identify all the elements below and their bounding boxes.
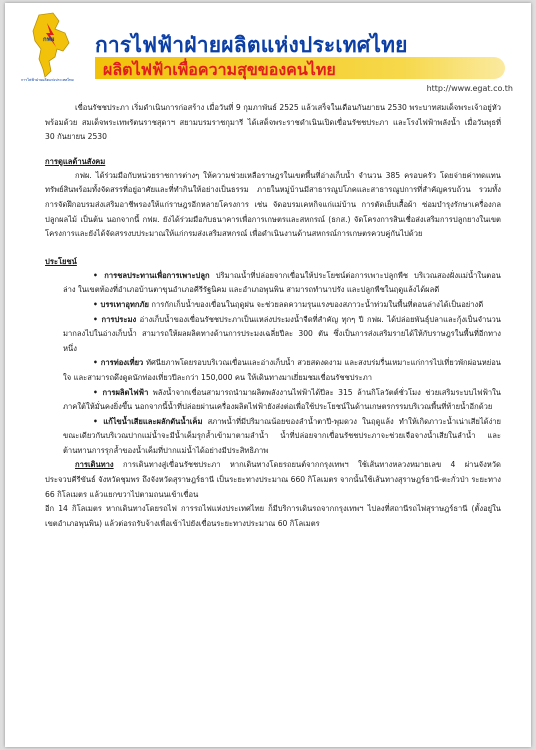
benefit-text: อ่างเก็บน้ำของเขื่อนรัชชประภาเป็นแหล่งประมงน้ำจืดที่สำคัญ ทุกๆ ปี กฟผ. ได้ปล่อยพันธุ์ปลาและกุ้งเป็นจำนวนมากลงไปในอ่างเก็บน้ำ สามารถให้ผลผลิตทางด้านการประมงเฉลี่ยปีละ 300 ตัน ซึ่งเป็นการส่งเสริมรายได้ให้กับราษฎรในพื้นที่อีกทางหนึ่ง xyxy=(63,314,501,353)
benefit-tourism xyxy=(45,356,501,385)
travel-heading: การเดินทาง xyxy=(75,460,114,470)
benefit-text: การกักเก็บน้ำของเขื่อนในฤดูฝน จะช่วยลดความรุนแรงของสภาวะน้ำท่วมในพื้นที่ตอนล่างได้เป็นอย่างดี xyxy=(151,299,484,309)
benefit-label: • การท่องเที่ยว xyxy=(93,358,144,368)
benefit-fishery xyxy=(45,313,501,357)
intro-paragraph: เขื่อนรัชชประภา เริ่มดำเนินการก่อสร้าง เมื่อวันที่ 9 กุมภาพันธ์ 2525 แล้วเสร็จในเดือนกันยายน 2530 พระบาทสมเด็จพระเจ้าอยู่หัวพร้อมด้วย สมเด็จพระเทพรัตนราชสุดาฯ สยามบรมราชกุมารี ได้เสด็จพระราชดำเนินเปิดเขื่อนรัชชประภา และโรงไฟฟ้าพลังน้ำ เมื่อวันพุธที่ 30 กันยายน 2530 xyxy=(45,103,501,142)
benefit-text: ปริมาณน้ำที่ปล่อยจากเขื่อนให้ประโยชน์ต่อการเพาะปลูกพืช บริเวณสองฝั่งแม่น้ำในตอนล่าง ในเขตท้องที่อำเภอบ้านตาขุนอำเภอคีรีรัฐนิคม และอำเภอพุนพิน สามารถทำนาปรัง และปลูกพืชในฤดูแล้งได้ผลดี xyxy=(63,270,501,295)
benefit-text: สภาพน้ำที่มีปริมาณน้อยของลำน้ำตาปี-พุมดวง ในฤดูแล้ง ทำให้เกิดภาวะน้ำเน่าเสียได้ง่าย ขณะเดียวกันบริเวณปากแม่น้ำจะมีน้ำเค็มรุกล้ำเข้ามาตามลำน้ำ น้ำที่ปล่อยจากเขื่อนรัชชประภาจะช่วยเจือจางน้ำเสียในลำน้ำ และต้านทานการรุกล้ำของน้ำเค็มที่ปากแม่น้ำได้อย่างมีประสิทธิภาพ xyxy=(63,416,501,455)
benefit-label: • แก้ไขน้ำเสียและผลักดันน้ำเค็ม xyxy=(93,416,203,426)
care-paragraph: กฟผ. ได้ร่วมมือกับหน่วยราชการต่างๆ ให้ความช่วยเหลือราษฎรในเขตพื้นที่อ่างเก็บน้ำ จำนวน 385 ครอบครัว โดยจ่ายค่าทดแทนทรัพย์สินพร้อมทั้งจัดสรรที่อยู่อาศัยและที่ทำกินให้อย่างเป็นธรรม ภายในหมู่บ้านมีสาธารณูปโภคและสาธารณูปการที่สำคัญครบถ้วน รวมทั้งการจัดฝึกอบรมส่งเสริมอาชีพรองให้แก่ราษฎรอีกหลายโครงการ เช่น จัดอบรมเคหกิจแก่แม่บ้าน การตัดเย็บเสื้อผ้า ซ่อมบำรุงรักษาเครื่องกล ปลูกผลไม้ เป็นต้น นอกจากนี้ กฟผ. ยังได้ร่วมมือกับธนาคารเพื่อการเกษตรและสหกรณ์ (ธกส.) จัดโครงการสินเชื่อส่งเสริมการปลูกยางในเขตโครงการและยังได้จัดสรรงบประมาณให้แก่กรมส่งเสริมสหกรณ์ เพื่อดำเนินงานด้านสหกรณ์การเกษตรควบคู่กันไปด้วย xyxy=(45,170,501,239)
benefit-flood-relief xyxy=(45,298,501,313)
benefits-section xyxy=(45,254,501,459)
slogan-text: ผลิตไฟฟ้าเพื่อความสุขของคนไทย xyxy=(103,60,336,79)
benefit-label: • บรรเทาอุทกภัย xyxy=(93,299,149,309)
care-heading: การดูแลด้านสังคม xyxy=(45,156,106,166)
document-body xyxy=(45,101,501,531)
benefit-text: ทัศนียภาพโดยรอบบริเวณเขื่อนและอ่างเก็บน้ำ สวยสดงดงาม และสงบร่มรื่นเหมาะแก่การไปเที่ยวพักผ่อนหย่อนใจ และสามารถดึงดูดนักท่องเที่ยวปีละกว่า 150,000 คน ให้เดินทางมาเยี่ยมชมเขื่อนรัชชประภา xyxy=(63,358,501,382)
benefit-water-quality xyxy=(45,415,501,459)
travel-text: การเดินทางสู่เขื่อนรัชชประภา หากเดินทางโดยรถยนต์จากกรุงเทพฯ ใช้เส้นทางหลวงหมายเลข 4 ผ่านจังหวัดประจวบคีรีขันธ์ จังหวัดชุมพร ถึงจังหวัดสุราษฎร์ธานี เป็นระยะทางประมาณ 660 กิโลเมตร จากนั้นใช้เส้นทางสุราษฎร์ธานี-ตะกั่วป่า ระยะทาง 66 กิโลเมตร แล้วแยกขวาไปตามถนนเข้าเขื่อน xyxy=(45,460,501,499)
benefit-power-generation xyxy=(45,386,501,415)
logo-text: กฟผ xyxy=(43,36,55,43)
benefits-heading: ประโยชน์ xyxy=(45,256,77,266)
benefit-label: • การชลประทานเพื่อการเพาะปลูก xyxy=(93,270,210,280)
benefit-label: • การประมง xyxy=(93,314,137,324)
benefit-irrigation xyxy=(45,269,501,298)
org-title: การไฟฟ้าฝ่ายผลิตแห่งประเทศไทย xyxy=(95,33,408,57)
benefit-label: • การผลิตไฟฟ้า xyxy=(93,387,149,397)
benefit-text: พลังน้ำจากเขื่อนสามารถนำมาผลิตพลังงานไฟฟ้าได้ปีละ 315 ล้านกิโลวัตต์ชั่วโมง ช่วยเสริมระบบไฟฟ้าในภาคใต้ให้มั่นคงยิ่งขึ้น นอกจากนี้น้ำที่ปล่อยผ่านเครื่องผลิตไฟฟ้ายังส่งต่อเพื่อใช้ประโยชน์ในด้านเกษตรกรรมบริเวณพื้นที่ท้ายน้ำอีกด้วย xyxy=(63,387,501,412)
egat-thailand-map-logo-icon xyxy=(19,11,83,83)
website-url[interactable]: http://www.egat.co.th xyxy=(426,84,513,93)
travel-continuation: อีก 14 กิโลเมตร หากเดินทางโดยรถไฟ การรถไฟแห่งประเทศไทย ก็มีบริการเดินรถจากกรุงเทพฯ ไปลงที่สถานีรถไฟสุราษฎร์ธานี (ตั้งอยู่ในเขตอำเภอพุนพิน) แล้วต่อรถรับจ้างเพื่อเข้าไปยังเขื่อนระยะทางประมาณ 60 กิโลเมตร xyxy=(45,504,501,528)
letterhead xyxy=(5,3,531,95)
document-page xyxy=(5,3,531,747)
travel-paragraph xyxy=(45,458,501,502)
logo-caption: การไฟฟ้าฝ่ายผลิตแห่งประเทศไทย xyxy=(21,78,74,82)
